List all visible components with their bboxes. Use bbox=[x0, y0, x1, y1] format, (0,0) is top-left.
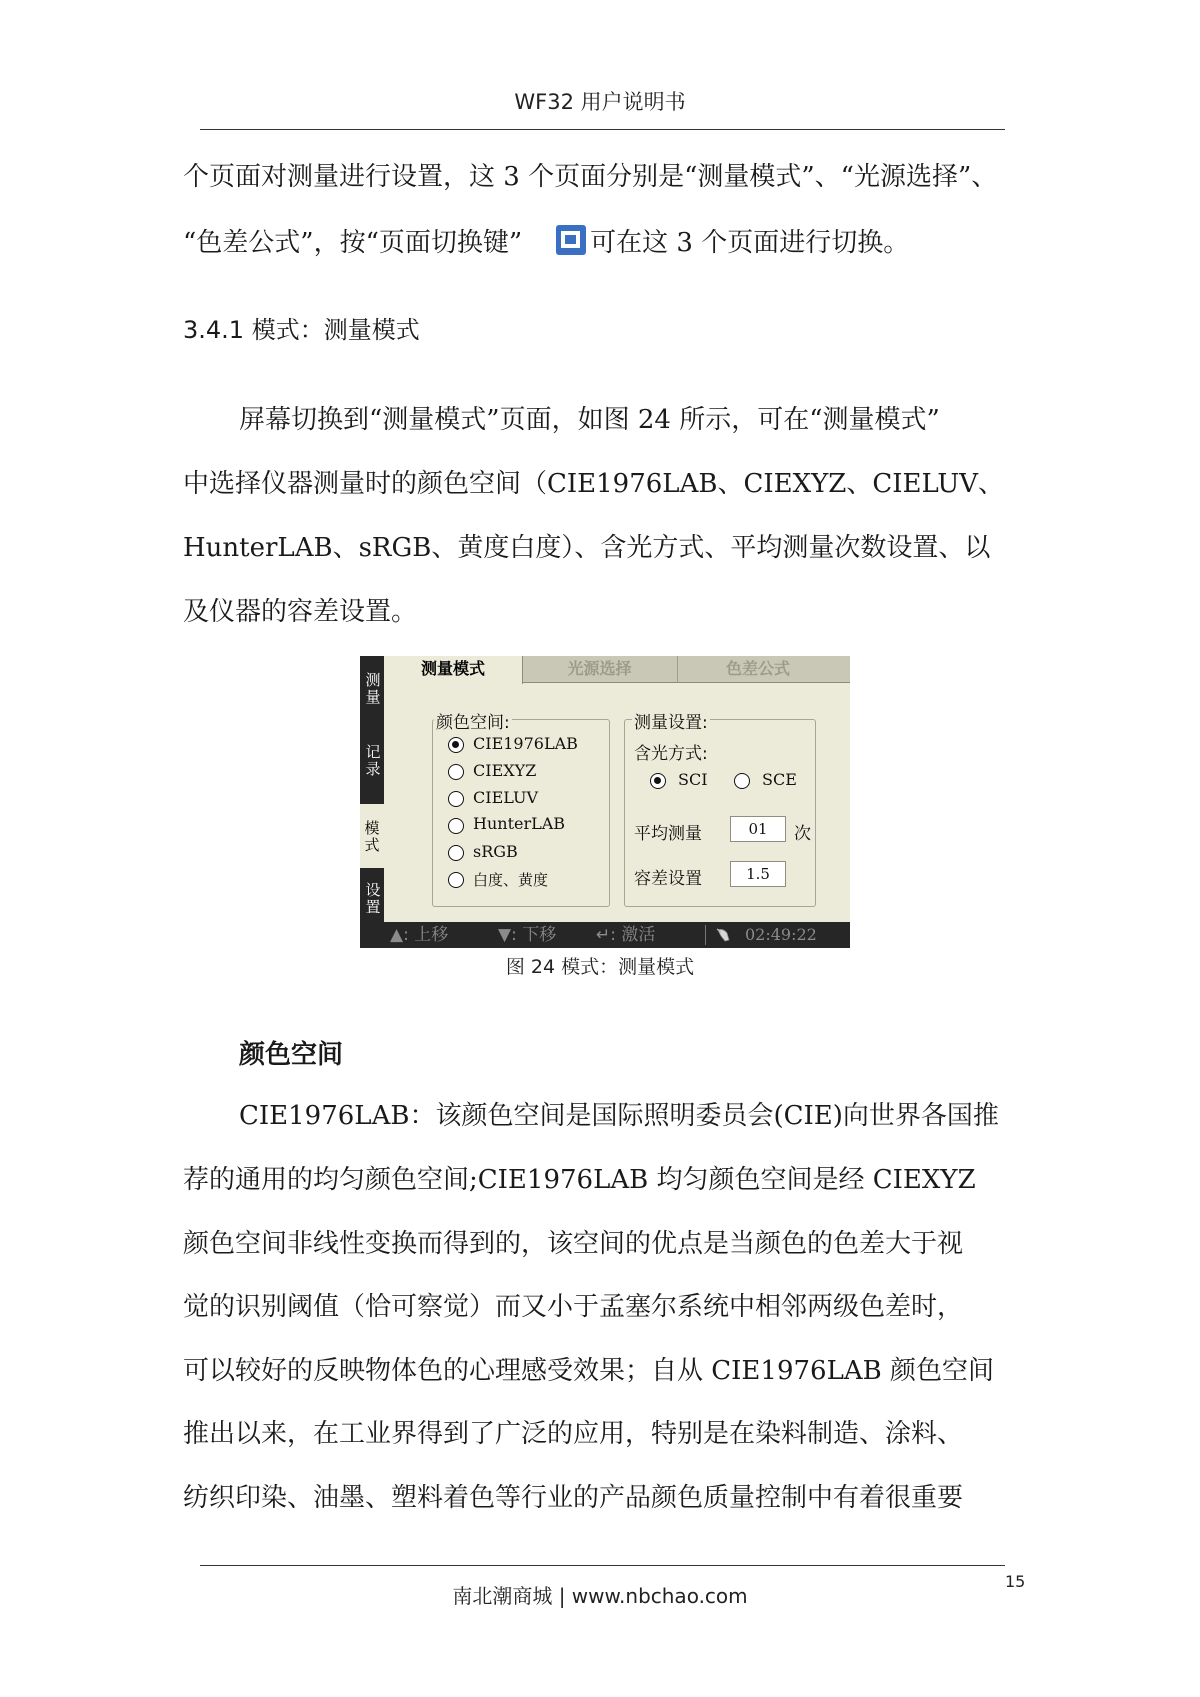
average-measure-unit: 次 bbox=[794, 824, 811, 844]
option-label: CIE1976LAB bbox=[473, 734, 578, 753]
para2-line: CIE1976LAB：该颜色空间是国际照明委员会(CIE)向世界各国推 bbox=[239, 1101, 999, 1131]
para2-line: 荐的通用的均匀颜色空间;CIE1976LAB 均匀颜色空间是经 CIEXYZ bbox=[183, 1165, 976, 1195]
para2-line: 推出以来，在工业界得到了广泛的应用，特别是在染料制造、涂料、 bbox=[183, 1419, 964, 1449]
radio-sce[interactable] bbox=[734, 773, 750, 789]
status-down-hint: ▼: 下移 bbox=[498, 925, 557, 945]
tolerance-input[interactable]: 1.5 bbox=[730, 861, 786, 887]
device-screenshot bbox=[360, 656, 850, 948]
option-label: CIEXYZ bbox=[473, 761, 537, 780]
intro-line-2 bbox=[183, 225, 909, 260]
radio-ciexyz[interactable] bbox=[448, 764, 464, 780]
tab-light-source[interactable]: 光源选择 bbox=[567, 659, 632, 678]
tab-measure-mode[interactable]: 测量模式 bbox=[384, 656, 523, 684]
section-heading: 3.4.1 模式：测量模式 bbox=[183, 316, 420, 344]
color-space-label: 颜色空间: bbox=[434, 708, 512, 733]
intro-line-2a: “色差公式”，按“页面切换键” bbox=[183, 228, 523, 258]
mouse-icon bbox=[715, 927, 731, 943]
intro-line-1: 个页面对测量进行设置，这 3 个页面分别是“测量模式”、“光源选择”、 bbox=[183, 162, 998, 192]
para1-line: HunterLAB、sRGB、黄度白度）、含光方式、平均测量次数设置、以 bbox=[183, 533, 991, 563]
option-label: SCE bbox=[762, 770, 797, 789]
para2-line: 可以较好的反映物体色的心理感受效果；自从 CIE1976LAB 颜色空间 bbox=[183, 1356, 994, 1386]
para2-line: 觉的识别阈值（恰可察觉）而又小于孟塞尔系统中相邻两级色差时， bbox=[183, 1292, 964, 1322]
side-tab-record[interactable]: 记录 bbox=[365, 743, 381, 778]
average-measure-input[interactable]: 01 bbox=[730, 816, 786, 842]
radio-cie1976lab[interactable] bbox=[448, 737, 464, 753]
tab-color-diff-formula[interactable]: 色差公式 bbox=[677, 656, 838, 682]
footer-text[interactable]: 南北潮商城 | www.nbchao.com bbox=[452, 1584, 748, 1608]
para2-line: 颜色空间非线性变换而得到的，该空间的优点是当颜色的色差大于视 bbox=[183, 1229, 964, 1259]
light-mode-label: 含光方式: bbox=[634, 744, 708, 764]
option-label: 白度、黄度 bbox=[473, 871, 549, 889]
status-clock: 02:49:22 bbox=[745, 925, 817, 944]
device-status-bar bbox=[360, 922, 850, 948]
option-label: HunterLAB bbox=[473, 814, 566, 833]
option-label: sRGB bbox=[473, 842, 518, 861]
page-number: 15 bbox=[1005, 1572, 1026, 1591]
option-label: CIELUV bbox=[473, 788, 539, 807]
radio-sci[interactable] bbox=[650, 773, 666, 789]
header-rule bbox=[200, 129, 1005, 130]
subheading-color-space: 颜色空间 bbox=[239, 1040, 344, 1070]
page-switch-icon bbox=[556, 225, 586, 255]
status-divider bbox=[705, 925, 706, 945]
measurement-settings-label: 测量设置: bbox=[632, 708, 710, 733]
para1-line: 屏幕切换到“测量模式”页面，如图 24 所示，可在“测量模式” bbox=[239, 405, 940, 435]
radio-srgb[interactable] bbox=[448, 845, 464, 861]
figure-caption: 图 24 模式：测量模式 bbox=[505, 956, 695, 978]
para1-line: 及仪器的容差设置。 bbox=[183, 597, 418, 627]
side-tab-mode[interactable]: 模式 bbox=[360, 804, 384, 868]
footer-rule bbox=[200, 1565, 1005, 1566]
radio-cieluv[interactable] bbox=[448, 791, 464, 807]
device-side-tabs bbox=[360, 656, 384, 922]
side-tab-settings[interactable]: 设置 bbox=[365, 881, 381, 916]
radio-whiteness-yellowness[interactable] bbox=[448, 872, 464, 888]
status-enter-hint: ↵: 激活 bbox=[596, 925, 656, 945]
side-tab-measure[interactable]: 测量 bbox=[365, 671, 381, 706]
status-up-hint: ▲: 上移 bbox=[390, 925, 449, 945]
para2-line: 纺织印染、油墨、塑料着色等行业的产品颜色质量控制中有着很重要 bbox=[183, 1483, 964, 1513]
device-top-tabs bbox=[384, 656, 850, 683]
tolerance-label: 容差设置 bbox=[634, 869, 702, 889]
average-measure-label: 平均测量 bbox=[634, 824, 702, 844]
radio-hunterlab[interactable] bbox=[448, 818, 464, 834]
page-header: WF32 用户说明书 bbox=[514, 90, 686, 114]
intro-line-2b: 可在这 3 个页面进行切换。 bbox=[590, 228, 910, 258]
para1-line: 中选择仪器测量时的颜色空间（CIE1976LAB、CIEXYZ、CIELUV、 bbox=[183, 469, 1005, 499]
option-label: SCI bbox=[678, 770, 708, 789]
